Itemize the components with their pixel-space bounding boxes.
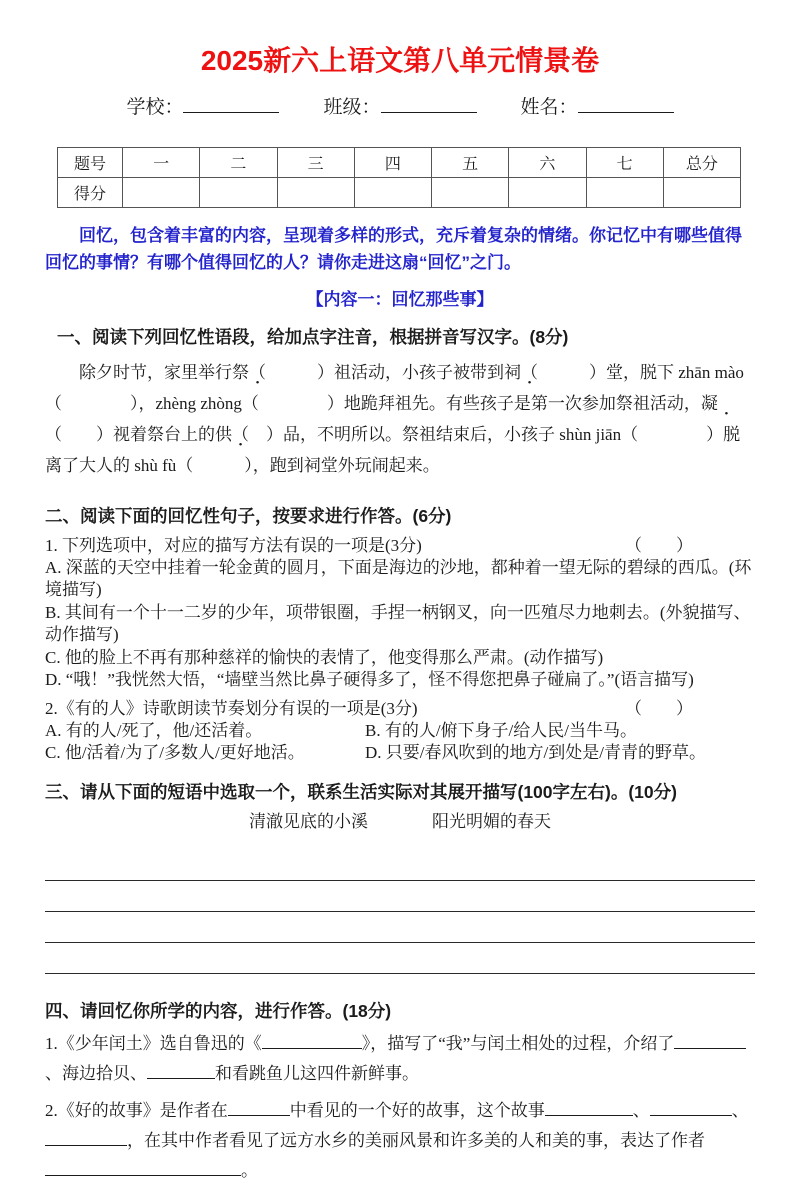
emphasized-char: 祠 [504,362,521,382]
section2-q2-options [45,720,755,765]
score-table [57,147,741,208]
answer-blank [650,1097,732,1116]
score-table-col: 总分 [663,147,740,177]
section3-phrases [45,811,755,833]
section2-q2-option-b: B. 有的人/俯下身子/给人民/当牛马。 [365,720,638,740]
score-cell [277,177,354,207]
score-cell [354,177,431,207]
score-cell [663,177,740,207]
answer-blank [123,1157,241,1176]
writing-line [45,943,755,974]
school-field [126,92,279,120]
class-label: 班级： [323,96,381,118]
score-cell [432,177,509,207]
section2-title: 二、阅读下面的回忆性句子，按要求进行作答。(6分) [45,505,452,526]
writing-line [45,912,755,943]
score-table-col: 三 [277,147,354,177]
score-cell [586,177,663,207]
score-table-header-row [58,147,741,177]
section2-q1-option-c: C. 他的脸上不再有那种慈祥的愉快的表情了，他变得那么严肃。(动作描写) [45,647,604,667]
intro-paragraph: 回忆，包含着丰富的内容，呈现着多样的形式，充斥着复杂的情绪。你记忆中有哪些值得回忆的事情？有哪个值得回忆的人？请你走进这扇“回忆”之门。 [45,225,742,272]
score-table-col: 六 [509,147,586,177]
class-field [323,92,476,120]
section4-q1: 1.《少年闰土》选自鲁迅的《 》，描写了“我”与闰土相处的过程，介绍了、海边拾贝、 和看跳鱼儿这四件新鲜事。 [45,1029,755,1089]
score-table-score-row [58,177,741,207]
score-table-col: 七 [586,147,663,177]
answer-blank [147,1060,215,1079]
answer-blank [262,1030,362,1049]
school-label: 学校： [126,96,184,118]
section1-title: 一、阅读下列回忆性语段，给加点字注音，根据拼音写汉字。(8分) [57,326,569,347]
name-field [521,92,674,120]
answer-blank [45,1127,127,1146]
score-table-col: 四 [354,147,431,177]
school-blank [183,92,279,113]
class-blank [381,92,477,113]
student-info-row [45,92,755,120]
section2-q2-option-c: C. 他/活着/为了/多数人/更好地活。 [45,743,305,763]
content-banner: 【内容一：回忆那些事】 [306,289,494,309]
emphasized-char: 祭 [232,362,249,382]
writing-line [45,850,755,881]
section2-q2-answer-bracket: （ ） [625,698,693,718]
page-title: 2025新六上语文第八单元情景卷 [200,45,600,76]
section2-q1-answer-bracket: （ ） [625,535,693,555]
emphasized-char: 凝 [700,393,718,413]
section4-q2: 2.《好的故事》是作者在 中看见的一个好的故事，这个故事 、 、，在其中作者看见了远方水乡的美丽风景和许多美的人和美的事，表达了作者。 [45,1096,755,1186]
score-table-col: 一 [123,147,200,177]
score-cell [509,177,586,207]
score-cell [200,177,277,207]
writing-line [45,881,755,912]
section2-q2-option-a: A. 有的人/死了，他/还活着。 [45,720,263,740]
score-row-label: 得分 [58,177,123,207]
score-table-col: 五 [432,147,509,177]
score-table-col: 二 [200,147,277,177]
section2-q1-stem: 1. 下列选项中，对应的描写方法有误的一项是(3分) [45,535,422,555]
section3-phrase-2: 阳光明媚的春天 [432,811,551,831]
answer-blank [45,1157,123,1176]
emphasized-char: 供 [215,424,232,444]
name-label: 姓名： [520,96,578,118]
section2-q2-stem: 2.《有的人》诗歌朗读节奏划分有误的一项是(3分) [45,698,418,718]
section4-title: 四、请回忆你所学的内容，进行作答。(18分) [45,1000,392,1021]
writing-lines [45,850,755,974]
section3-title: 三、请从下面的短语中选取一个，联系生活实际对其展开描写(100字左右)。(10分) [45,781,677,802]
score-cell [123,177,200,207]
section1-passage: 除夕时节，家里举行祭（ ）祖活动，小孩子被带到祠（ ）堂，脱下 zhān mào（ ），zhèng zhòng（ ）地跪拜祖先。有些孩子是第一次参加祭祖活动，凝（ ）视着祭台上的供（ ）品，不明所以。祭祖结束后，小孩子 shùn jiān（ ）脱离了大人的 shù fù（ ），跑到祠堂外玩闹起来。 [45,362,744,475]
section3-phrase-1: 清澈见底的小溪 [249,811,368,831]
section2-q1-option-a: A. 深蓝的天空中挂着一轮金黄的圆月，下面是海边的沙地，都种着一望无际的碧绿的西瓜。(环境描写) [45,557,752,600]
answer-blank [545,1097,633,1116]
section2-q2-option-d: D. 只要/春风吹到的地方/到处是/青青的野草。 [365,743,706,763]
answer-blank [674,1030,746,1049]
section2-q1-stem-row [45,535,755,557]
section2-q1-option-d: D. “哦！”我恍然大悟，“墙壁当然比鼻子硬得多了，怪不得您把鼻子碰扁了。”(语言描写) [45,670,694,690]
score-table-header-label: 题号 [58,147,123,177]
section2-q2-stem-row [45,698,755,720]
answer-blank [228,1097,290,1116]
name-blank [578,92,674,113]
section2-q1-option-b: B. 其间有一个十一二岁的少年，项带银圈，手捏一柄钢叉，向一匹殖尽力地刺去。(外貌描写、动作描写) [45,602,751,645]
